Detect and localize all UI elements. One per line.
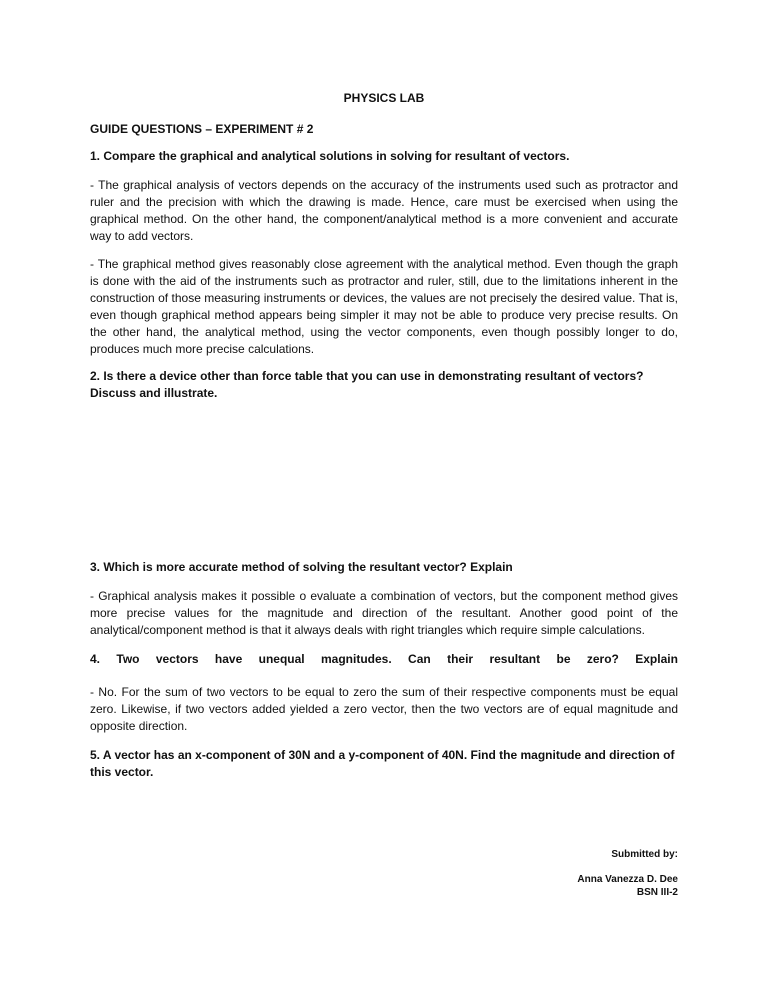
document-title: PHYSICS LAB [343,91,425,105]
submitter-name: Anna Vanezza D. Dee [577,874,678,885]
q4-word: Two [116,652,140,666]
answer-1-paragraph-2: - The graphical method gives reasonably close agreement with the analytical method. Even though the graph is done with the aid of the instruments such as protractor and ruler, still, due to the limitations inherent in the construction of those measuring instruments or devices, the values are not precisely the desired value. That is, even though graphical method appears being simpler it may not be able to produce very precise results. On the other hand, the analytical method, using the vector components, even though possibly longer to do, produces much more precise calculations. [90,257,678,356]
answer-3-paragraph: - Graphical analysis makes it possible o evaluate a combination of vectors, but the component method gives more precise values for the magnitude and direction of the resultant. Another good point of the analytical/component method is that it always deals with right triangles which require simple calculations. [90,589,678,637]
question-4 [90,651,678,668]
q4-word: 4. [90,652,101,666]
question-3: 3. Which is more accurate method of solving the resultant vector? Explain [90,560,513,574]
q4-word: vectors [155,652,199,666]
question-5: 5. A vector has an x-component of 30N and a y-component of 40N. Find the magnitude and direction of this vector. [90,748,675,779]
q4-word: their [447,652,474,666]
answer-1-paragraph-1: - The graphical analysis of vectors depends on the accuracy of the instruments used such as protractor and ruler and the precision with which the drawing is made. Hence, care must be exercised when using the graphical method. On the other hand, the component/analytical method is a more convenient and accurate way to add vectors. [90,178,678,243]
question-2: 2. Is there a device other than force table that you can use in demonstrating resultant of vectors? Discuss and illustrate. [90,369,644,400]
q4-word: be [556,652,571,666]
q4-word: resultant [489,652,541,666]
q4-word: magnitudes. [321,652,392,666]
q4-word: zero? [586,652,619,666]
document-subtitle: GUIDE QUESTIONS – EXPERIMENT # 2 [90,122,314,136]
question-1: 1. Compare the graphical and analytical solutions in solving for resultant of vectors. [90,149,570,163]
submitted-by-label: Submitted by: [611,849,678,860]
q4-word: have [214,652,243,666]
submitter-section: BSN III-2 [636,887,678,898]
q4-word: Can [408,652,431,666]
q4-word: unequal [258,652,305,666]
answer-4-paragraph: - No. For the sum of two vectors to be equal to zero the sum of their respective components must be equal zero. Likewise, if two vectors added yielded a zero vector, then the two vectors are of equal magnitude and opposite direction. [90,685,678,733]
q4-word: Explain [635,652,678,666]
